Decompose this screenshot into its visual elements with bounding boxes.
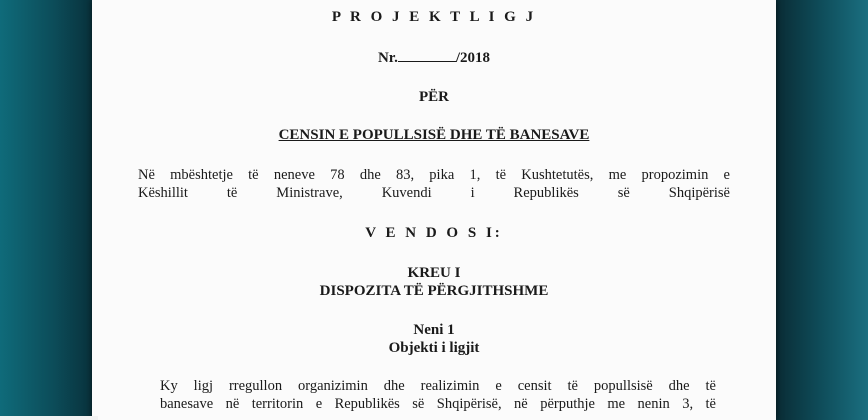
- background-right: [776, 0, 868, 420]
- document-number: [92, 49, 776, 67]
- decides-heading: V E N D O S I:: [365, 225, 503, 241]
- document-subject: CENSIN E POPULLSISË DHE TË BANESAVE: [278, 127, 590, 143]
- chapter-title: DISPOZITA TË PËRGJITHSHME: [319, 283, 549, 299]
- number-prefix: Nr.: [377, 50, 398, 66]
- document-per: PËR: [419, 89, 449, 105]
- chapter-number: KREU I: [407, 265, 461, 281]
- bottom-bar: [0, 416, 98, 420]
- preamble-line-1: Në mbështetje të neneve 78 dhe 83, pika 1, të Kushtetutës, me propozimin e: [138, 167, 730, 183]
- document-page: [92, 0, 776, 420]
- number-suffix: /2018: [455, 50, 491, 66]
- article-body-line-1: Ky ligj rregullon organizimin dhe realizimin e censit të popullsisë dhe të: [160, 378, 716, 394]
- article-body-line-2: banesave në territorin e Republikës së Shqipërisë, në përputhje me nenin 3, të: [160, 396, 716, 412]
- article-number: Neni 1: [413, 322, 455, 338]
- number-blank: [398, 49, 456, 62]
- background-left: [0, 0, 95, 420]
- article-body: [160, 377, 716, 413]
- article-title: Objekti i ligjit: [388, 340, 480, 356]
- preamble: [138, 166, 730, 202]
- preamble-line-2: Këshillit të Ministrave, Kuvendi i Republikës së Shqipërisë: [138, 185, 730, 201]
- document-title: P R O J E K T L I G J: [331, 9, 537, 25]
